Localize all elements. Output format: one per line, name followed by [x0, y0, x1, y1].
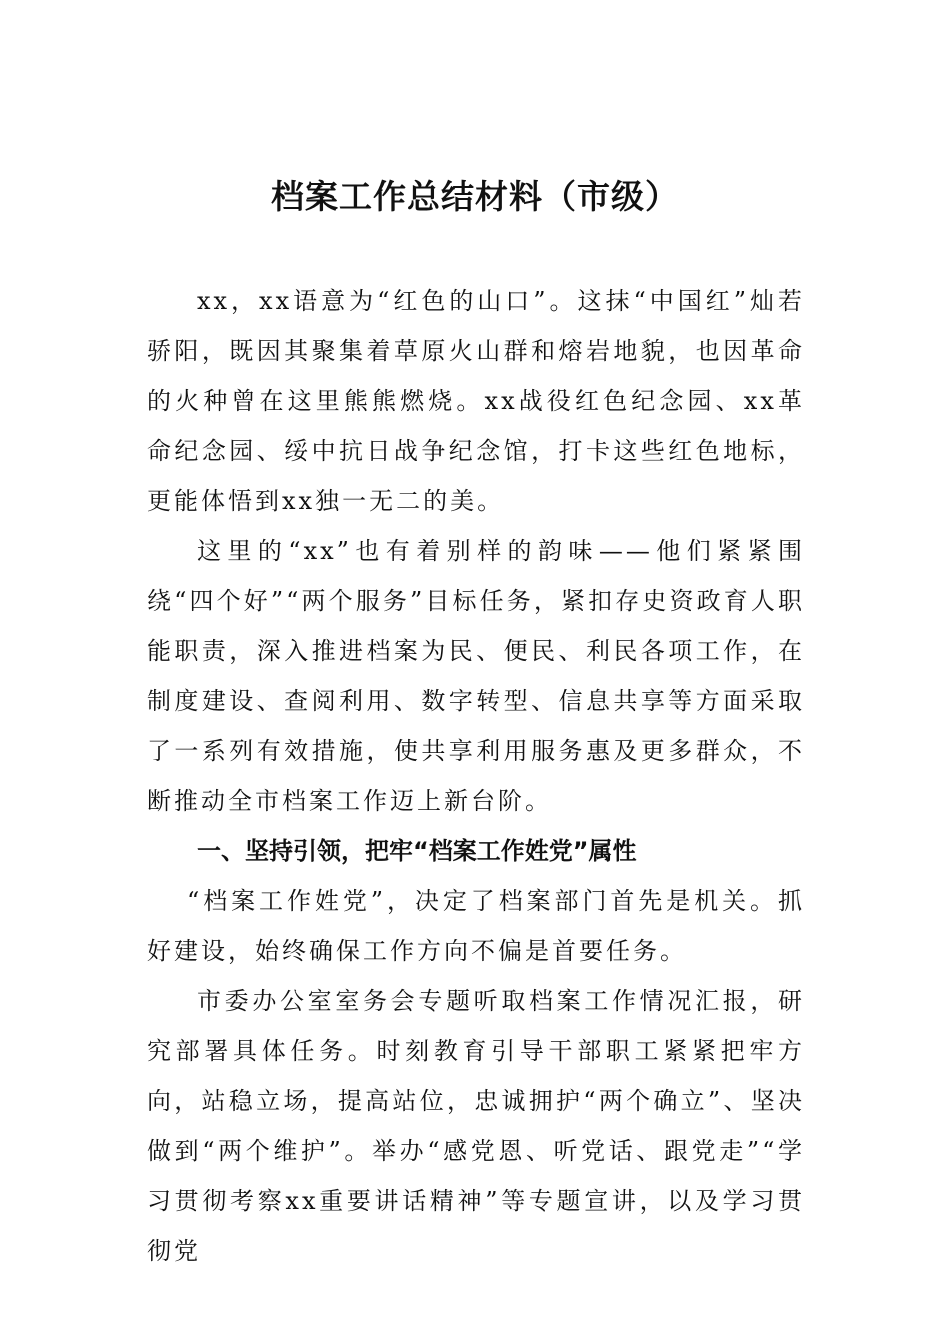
paragraph-intro: xx，xx语意为“红色的山口”。这抹“中国红”灿若骄阳，既因其聚集着草原火山群和熔岩地貌，也因革命的火种曾在这里熊熊燃烧。xx战役红色纪念园、xx革命纪念园、绥中抗日战争纪念馆，打卡这些红色地标，更能体悟到xx独一无二的美。	[147, 287, 805, 515]
document-body	[147, 276, 805, 1276]
paragraph-overview: 这里的“xx”也有着别样的韵味——他们紧紧围绕“四个好”“两个服务”目标任务，紧扣存史资政育人职能职责，深入推进档案为民、便民、利民各项工作，在制度建设、查阅利用、数字转型、信息共享等方面采取了一系列有效措施，使共享利用服务惠及更多群众，不断推动全市档案工作迈上新台阶。	[147, 537, 805, 815]
section-heading: 一、坚持引领，把牢“档案工作姓党”属性	[197, 837, 637, 865]
section-paragraph-2: 市委办公室室务会专题听取档案工作情况汇报，研究部署具体任务。时刻教育引导干部职工紧紧把牢方向，站稳立场，提高站位，忠诚拥护“两个确立”、坚决做到“两个维护”。举办“感党恩、听党话、跟党走”“学习贯彻考察xx重要讲话精神”等专题宣讲，以及学习贯彻党	[147, 987, 805, 1265]
document-title: 档案工作总结材料（市级）	[271, 177, 679, 216]
section-paragraph-1: “档案工作姓党”，决定了档案部门首先是机关。抓好建设，始终确保工作方向不偏是首要任务。	[147, 887, 805, 965]
